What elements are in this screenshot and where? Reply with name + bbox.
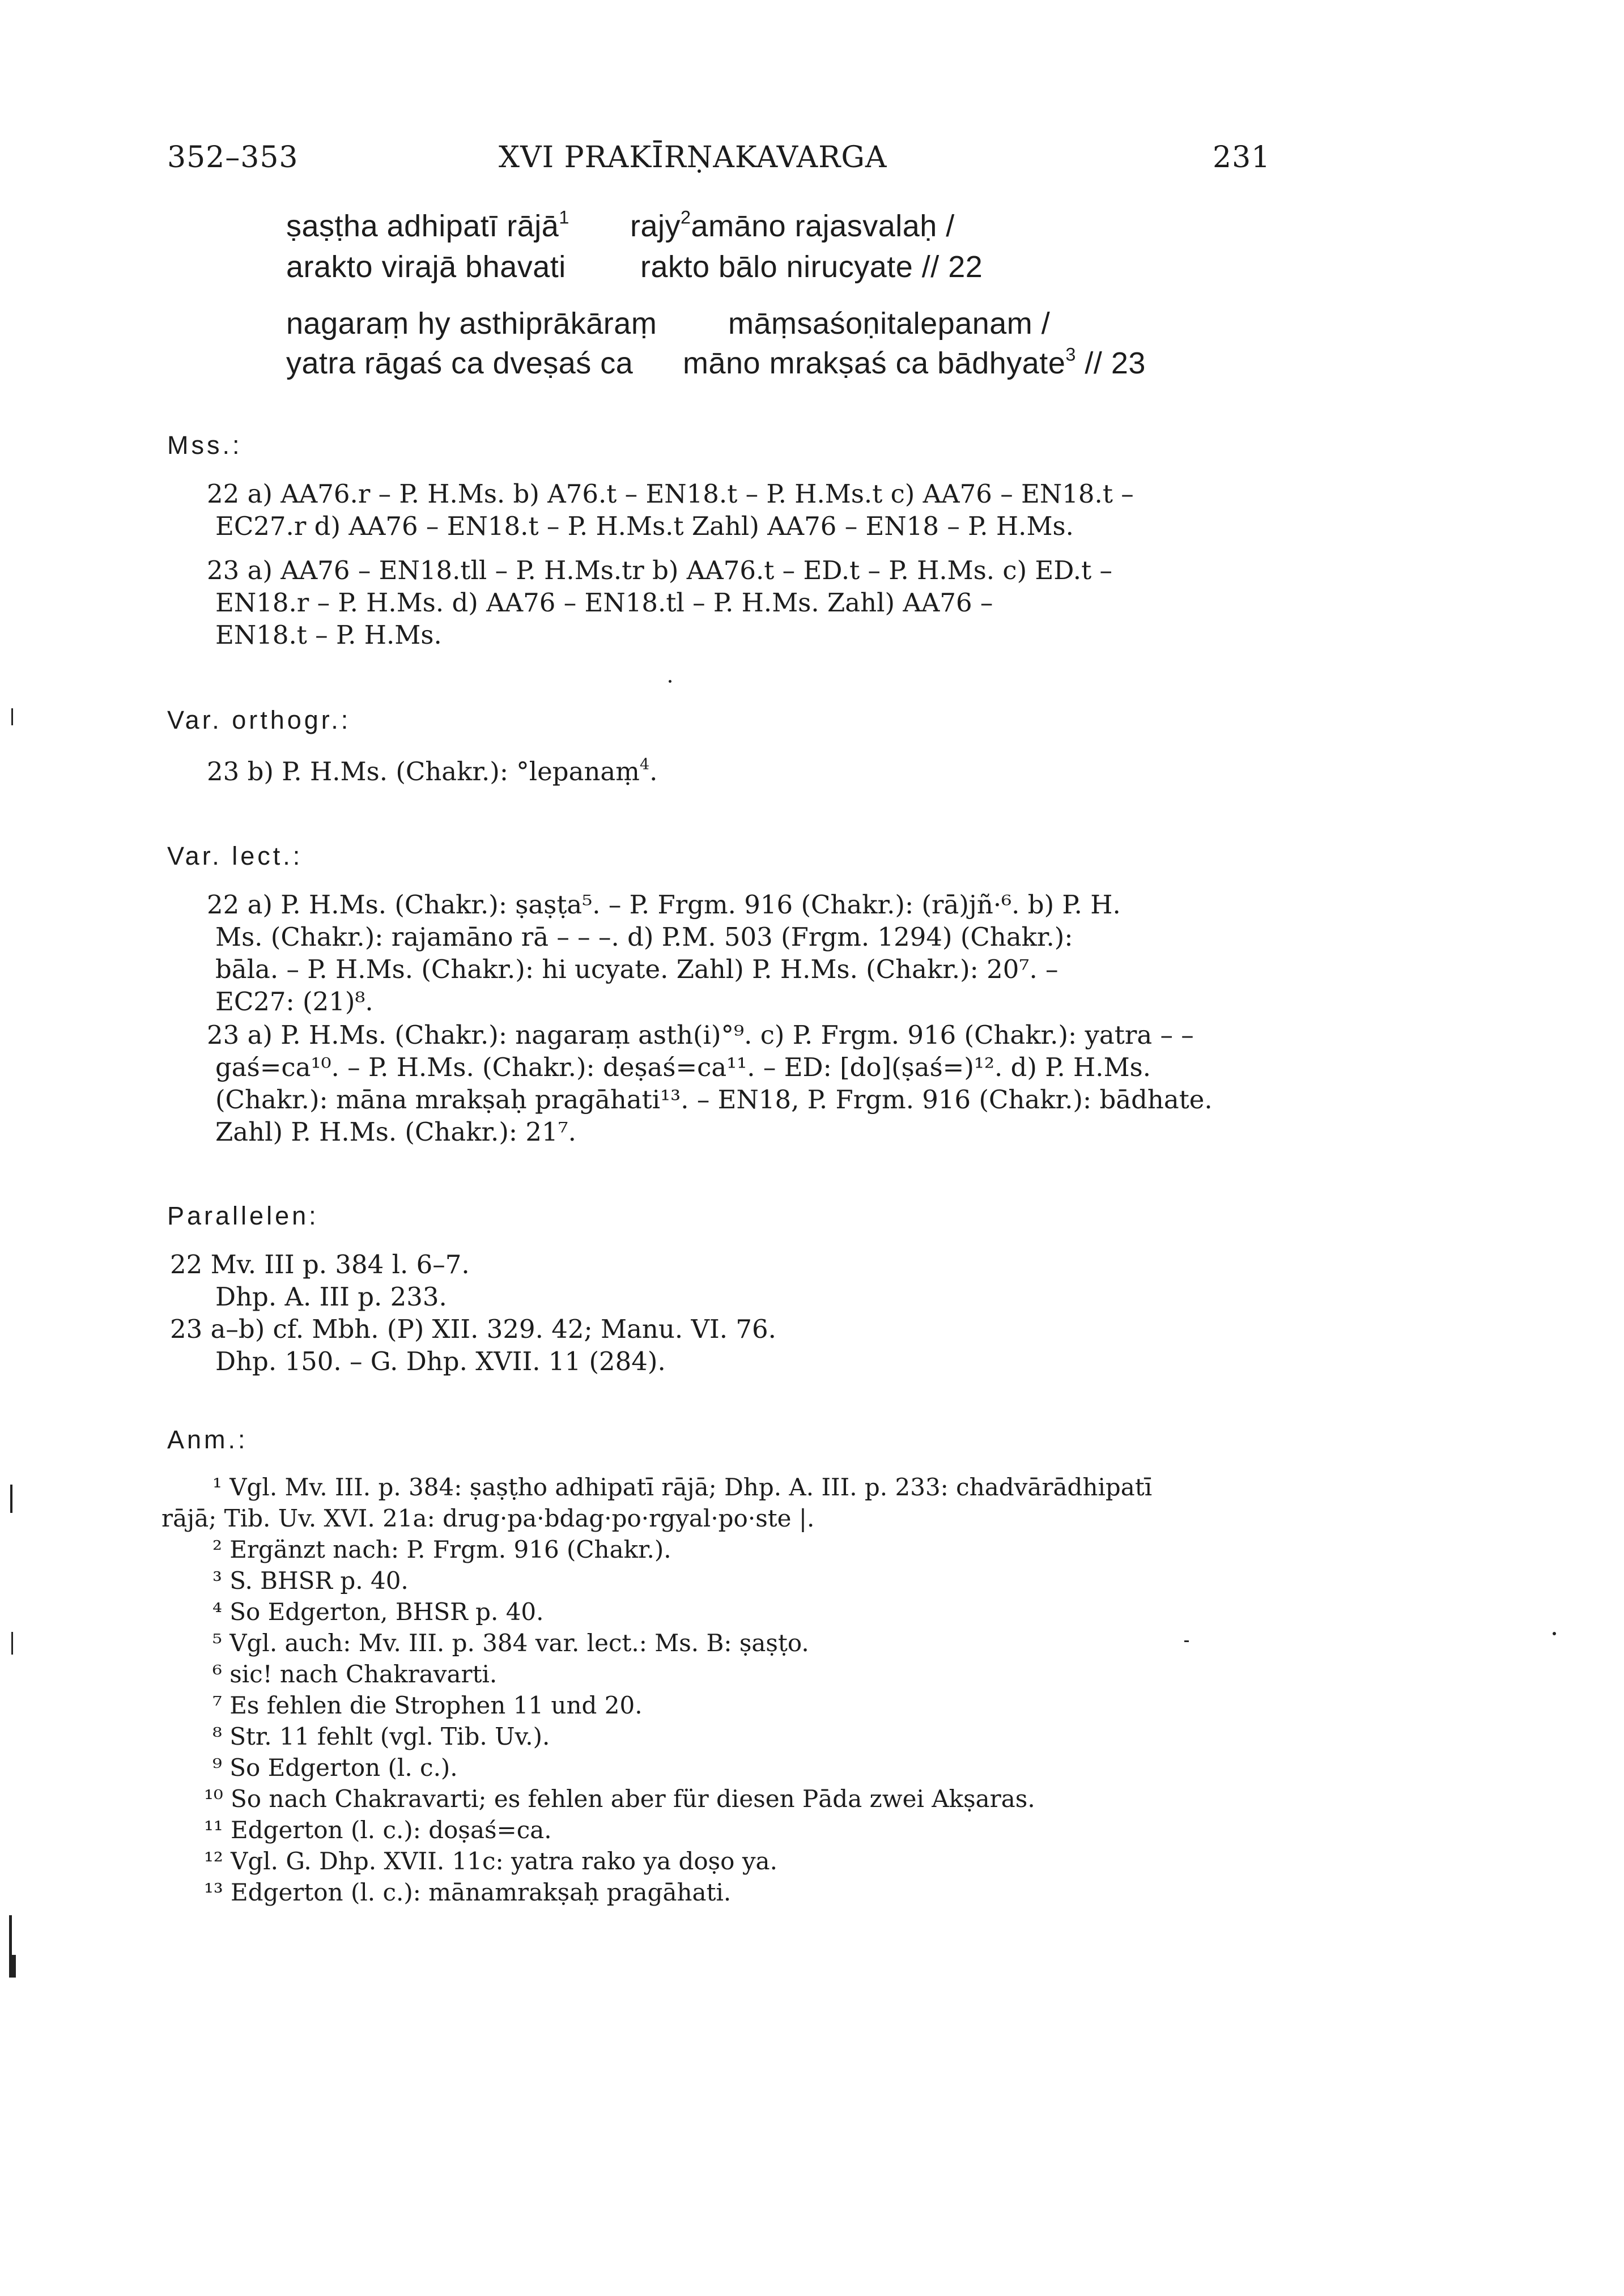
scan-edge-mark (9, 1955, 16, 1978)
footnote-1-line-1: ¹ Vgl. Mv. III. p. 384: ṣaṣṭho adhipatī rājā; Dhp. A. III. p. 233: chadvārādhipatī (212, 1473, 1153, 1501)
lect-22-line-3: bāla. – P. H.Ms. (Chakr.): hi ucyate. Zahl) P. H.Ms. (Chakr.): 20⁷. – (215, 954, 1058, 984)
header-page-range: 352–353 (167, 141, 299, 175)
verse-23-line-2-right: māno mrakṣaś ca bādhyate$^3$ // 23 (683, 344, 1146, 380)
footnote-1-line-2: rājā; Tib. Uv. XVI. 21a: drug·pa·bdag·po·rgyal·po·ste |. (161, 1504, 815, 1532)
verse-23-line-1-right: māṃsaśoṇitalepanam / (728, 307, 1051, 341)
mss-23-line-1: 23 a) AA76 – EN18.tll – P. H.Ms.tr b) AA76.t – ED.t – P. H.Ms. c) ED.t – (207, 555, 1112, 585)
footnote-3: ³ S. BHSR p. 40. (212, 1567, 409, 1595)
verse-22-line-2-left: arakto virajā bhavati (286, 250, 566, 284)
lect-23-line-4: Zahl) P. H.Ms. (Chakr.): 21⁷. (215, 1117, 576, 1147)
mss-22-line-2: EC27.r d) AA76 – EN18.t – P. H.Ms.t Zahl) AA76 – EN18 – P. H.Ms. (215, 511, 1074, 541)
orthogr-23-line-1: 23 b) P. H.Ms. (Chakr.): °lepanaṃ$^4$. (207, 756, 658, 786)
footnote-4: ⁴ So Edgerton, BHSR p. 40. (212, 1598, 544, 1626)
footnote-12: ¹² Vgl. G. Dhp. XVII. 11c: yatra rako ya doṣo ya. (204, 1847, 777, 1875)
parallelen-line-4: Dhp. 150. – G. Dhp. XVII. 11 (284). (215, 1346, 666, 1376)
scan-speck (1184, 1640, 1189, 1642)
scan-edge-mark (11, 708, 13, 725)
parallelen-line-1: 22 Mv. III p. 384 l. 6–7. (170, 1249, 470, 1279)
lect-22-line-1: 22 a) P. H.Ms. (Chakr.): ṣaṣṭa⁵. – P. Frgm. 916 (Chakr.): (rā)jñ·⁶. b) P. H. (207, 890, 1121, 920)
verse-23-line-2-left: yatra rāgaś ca dveṣaś ca (286, 346, 634, 380)
footnote-2: ² Ergänzt nach: P. Frgm. 916 (Chakr.). (212, 1536, 671, 1563)
lect-23-line-3: (Chakr.): māna mrakṣaḥ pragāhati¹³. – EN18, P. Frgm. 916 (Chakr.): bādhate. (215, 1085, 1213, 1115)
section-label-mss: Mss.: (167, 431, 243, 460)
lect-22-line-4: EC27: (21)⁸. (215, 987, 373, 1017)
scan-edge-mark (11, 1632, 13, 1655)
footnote-11: ¹¹ Edgerton (l. c.): doṣaś=ca. (204, 1816, 552, 1844)
scan-speck (669, 680, 671, 683)
footnote-6: ⁶ sic! nach Chakravarti. (212, 1660, 498, 1688)
footnote-9: ⁹ So Edgerton (l. c.). (212, 1754, 458, 1781)
footnote-13: ¹³ Edgerton (l. c.): mānamrakṣaḥ pragāhati. (204, 1878, 732, 1906)
mss-23-line-2: EN18.r – P. H.Ms. d) AA76 – EN18.tl – P. H.Ms. Zahl) AA76 – (215, 588, 993, 618)
parallelen-line-2: Dhp. A. III p. 233. (215, 1282, 447, 1312)
footnote-7: ⁷ Es fehlen die Strophen 11 und 20. (212, 1691, 643, 1719)
scan-edge-mark (10, 1485, 12, 1513)
lect-23-line-1: 23 a) P. H.Ms. (Chakr.): nagaraṃ asth(i)°⁹. c) P. Frgm. 916 (Chakr.): yatra – – (207, 1020, 1194, 1050)
parallelen-line-3: 23 a–b) cf. Mbh. (P) XII. 329. 42; Manu. VI. 76. (170, 1314, 776, 1344)
section-label-orthogr: Var. orthogr.: (167, 705, 351, 734)
section-label-anm: Anm.: (167, 1425, 248, 1454)
lect-22-line-2: Ms. (Chakr.): rajamāno rā – – –. d) P.M. 503 (Frgm. 1294) (Chakr.): (215, 922, 1073, 952)
lect-23-line-2: gaś=ca¹⁰. – P. H.Ms. (Chakr.): deṣaś=ca¹¹. – ED: [do](ṣaś=)¹². d) P. H.Ms. (215, 1052, 1151, 1082)
header-page-number: 231 (1213, 141, 1271, 175)
verse-23-line-1-left: nagaraṃ hy asthiprākāraṃ (286, 307, 657, 341)
mss-22-line-1: 22 a) AA76.r – P. H.Ms. b) A76.t – EN18.t – P. H.Ms.t c) AA76 – EN18.t – (207, 479, 1134, 509)
footnote-8: ⁸ Str. 11 fehlt (vgl. Tib. Uv.). (212, 1723, 550, 1750)
section-label-parallelen: Parallelen: (167, 1201, 319, 1230)
verse-22-line-1-right: rajy$^2$amāno rajasvalaḥ / (630, 207, 955, 243)
verse-22-line-2-right: rakto bālo nirucyate // 22 (640, 250, 983, 284)
footnote-5: ⁵ Vgl. auch: Mv. III. p. 384 var. lect.: Ms. B: ṣaṣṭo. (212, 1629, 809, 1657)
scan-speck (1553, 1632, 1556, 1635)
footnote-10: ¹⁰ So nach Chakravarti; es fehlen aber für diesen Pāda zwei Akṣaras. (204, 1785, 1035, 1813)
header-title: XVI PRAKĪRṆAKAVARGA (499, 141, 887, 175)
verse-22-line-1-left: ṣaṣṭha adhipatī rājā$^1$ (286, 207, 569, 243)
mss-23-line-3: EN18.t – P. H.Ms. (215, 620, 442, 650)
section-label-lect: Var. lect.: (167, 841, 303, 870)
